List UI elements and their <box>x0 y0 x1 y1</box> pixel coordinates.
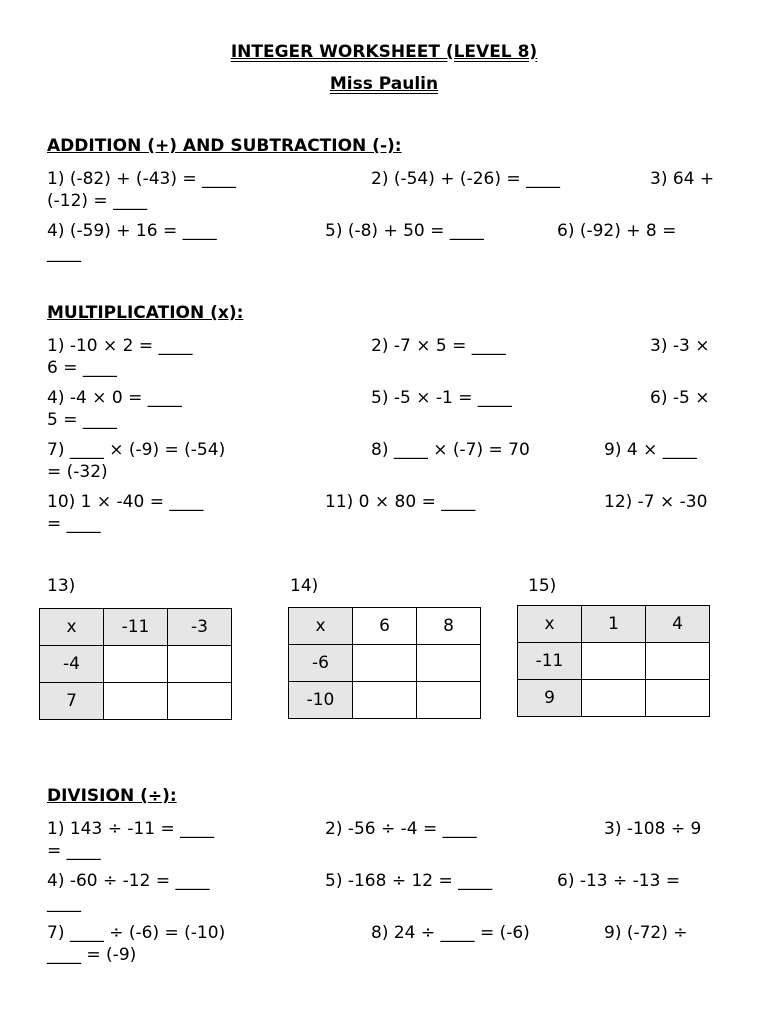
table-row-header: -6 <box>289 645 353 682</box>
multiplication-q9-cont: = (-32) <box>47 462 108 482</box>
answer-cell[interactable] <box>353 682 417 719</box>
multiplication-q3: 3) -3 × <box>650 336 710 356</box>
multiplication-q1: 1) -10 × 2 = ____ <box>47 336 193 356</box>
answer-cell[interactable] <box>417 645 481 682</box>
multiplication-q3-cont: 6 = ____ <box>47 358 117 378</box>
addition-heading: ADDITION (+) AND SUBTRACTION (-): <box>47 136 402 156</box>
addition-q6: 6) (-92) + 8 = <box>557 221 677 241</box>
answer-cell[interactable] <box>646 680 710 717</box>
answer-cell[interactable] <box>168 646 232 683</box>
division-row-1 <box>47 818 727 862</box>
division-row-3 <box>47 922 727 966</box>
multiplication-q2: 2) -7 × 5 = ____ <box>371 336 506 356</box>
division-q6-cont: ____ <box>47 893 81 913</box>
multiplication-row-1 <box>47 335 727 379</box>
addition-q2: 2) (-54) + (-26) = ____ <box>371 169 561 189</box>
division-q3: 3) -108 ÷ 9 <box>604 819 702 839</box>
division-q9: 9) (-72) ÷ <box>604 923 688 943</box>
multiplication-q8: 8) ____ × (-7) = 70 <box>371 440 530 460</box>
table-col-header: 1 <box>582 606 646 643</box>
multiplication-table-15 <box>517 605 710 717</box>
multiplication-q11: 11) 0 × 80 = ____ <box>325 492 476 512</box>
division-heading: DIVISION (÷): <box>47 786 177 806</box>
table-col-header: -3 <box>168 609 232 646</box>
multiplication-row-3 <box>47 439 727 483</box>
table-row-header: 9 <box>518 680 582 717</box>
multiplication-row-4 <box>47 491 727 535</box>
answer-cell[interactable] <box>646 643 710 680</box>
division-q2: 2) -56 ÷ -4 = ____ <box>325 819 477 839</box>
answer-cell[interactable] <box>582 680 646 717</box>
table-col-header: 8 <box>417 608 481 645</box>
multiplication-q12-cont: = ____ <box>47 514 101 534</box>
addition-q3-cont: (-12) = ____ <box>47 191 148 211</box>
addition-q3: 3) 64 + <box>650 169 715 189</box>
table-corner: x <box>40 609 104 646</box>
teacher-name: Miss Paulin <box>329 74 439 94</box>
multiplication-q4: 4) -4 × 0 = ____ <box>47 388 182 408</box>
addition-row-1 <box>47 168 727 212</box>
answer-cell[interactable] <box>104 646 168 683</box>
table-13-label: 13) <box>47 576 76 596</box>
worksheet-title: INTEGER WORKSHEET (LEVEL 8) <box>230 42 538 62</box>
table-col-header: 6 <box>353 608 417 645</box>
table-row-header: -4 <box>40 646 104 683</box>
table-row-header: -11 <box>518 643 582 680</box>
addition-q6-cont: ____ <box>47 243 81 263</box>
multiplication-q10: 10) 1 × -40 = ____ <box>47 492 204 512</box>
division-q6: 6) -13 ÷ -13 = <box>557 871 681 891</box>
multiplication-q9: 9) 4 × ____ <box>604 440 697 460</box>
table-corner: x <box>518 606 582 643</box>
table-col-header: 4 <box>646 606 710 643</box>
answer-cell[interactable] <box>582 643 646 680</box>
division-q7: 7) ____ ÷ (-6) = (-10) <box>47 923 226 943</box>
multiplication-q5: 5) -5 × -1 = ____ <box>371 388 512 408</box>
answer-cell[interactable] <box>353 645 417 682</box>
addition-q5: 5) (-8) + 50 = ____ <box>325 221 484 241</box>
multiplication-heading: MULTIPLICATION (x): <box>47 303 244 323</box>
multiplication-table-14 <box>288 607 481 719</box>
answer-cell[interactable] <box>104 683 168 720</box>
division-q4: 4) -60 ÷ -12 = ____ <box>47 871 210 891</box>
division-row-2 <box>47 870 727 914</box>
table-col-header: -11 <box>104 609 168 646</box>
multiplication-q6: 6) -5 × <box>650 388 710 408</box>
table-14-label: 14) <box>290 576 319 596</box>
division-q1: 1) 143 ÷ -11 = ____ <box>47 819 215 839</box>
answer-cell[interactable] <box>168 683 232 720</box>
multiplication-table-13 <box>39 608 232 720</box>
division-q3-cont: = ____ <box>47 841 101 861</box>
division-q8: 8) 24 ÷ ____ = (-6) <box>371 923 530 943</box>
multiplication-q6-cont: 5 = ____ <box>47 410 117 430</box>
table-row-header: 7 <box>40 683 104 720</box>
table-corner: x <box>289 608 353 645</box>
addition-q1: 1) (-82) + (-43) = ____ <box>47 169 237 189</box>
division-q5: 5) -168 ÷ 12 = ____ <box>325 871 493 891</box>
division-q9-cont: ____ = (-9) <box>47 945 137 965</box>
addition-row-2 <box>47 220 727 264</box>
answer-cell[interactable] <box>417 682 481 719</box>
addition-q4: 4) (-59) + 16 = ____ <box>47 221 217 241</box>
table-row-header: -10 <box>289 682 353 719</box>
multiplication-q7: 7) ____ × (-9) = (-54) <box>47 440 226 460</box>
multiplication-q12: 12) -7 × -30 <box>604 492 708 512</box>
table-15-label: 15) <box>528 576 557 596</box>
multiplication-row-2 <box>47 387 727 431</box>
